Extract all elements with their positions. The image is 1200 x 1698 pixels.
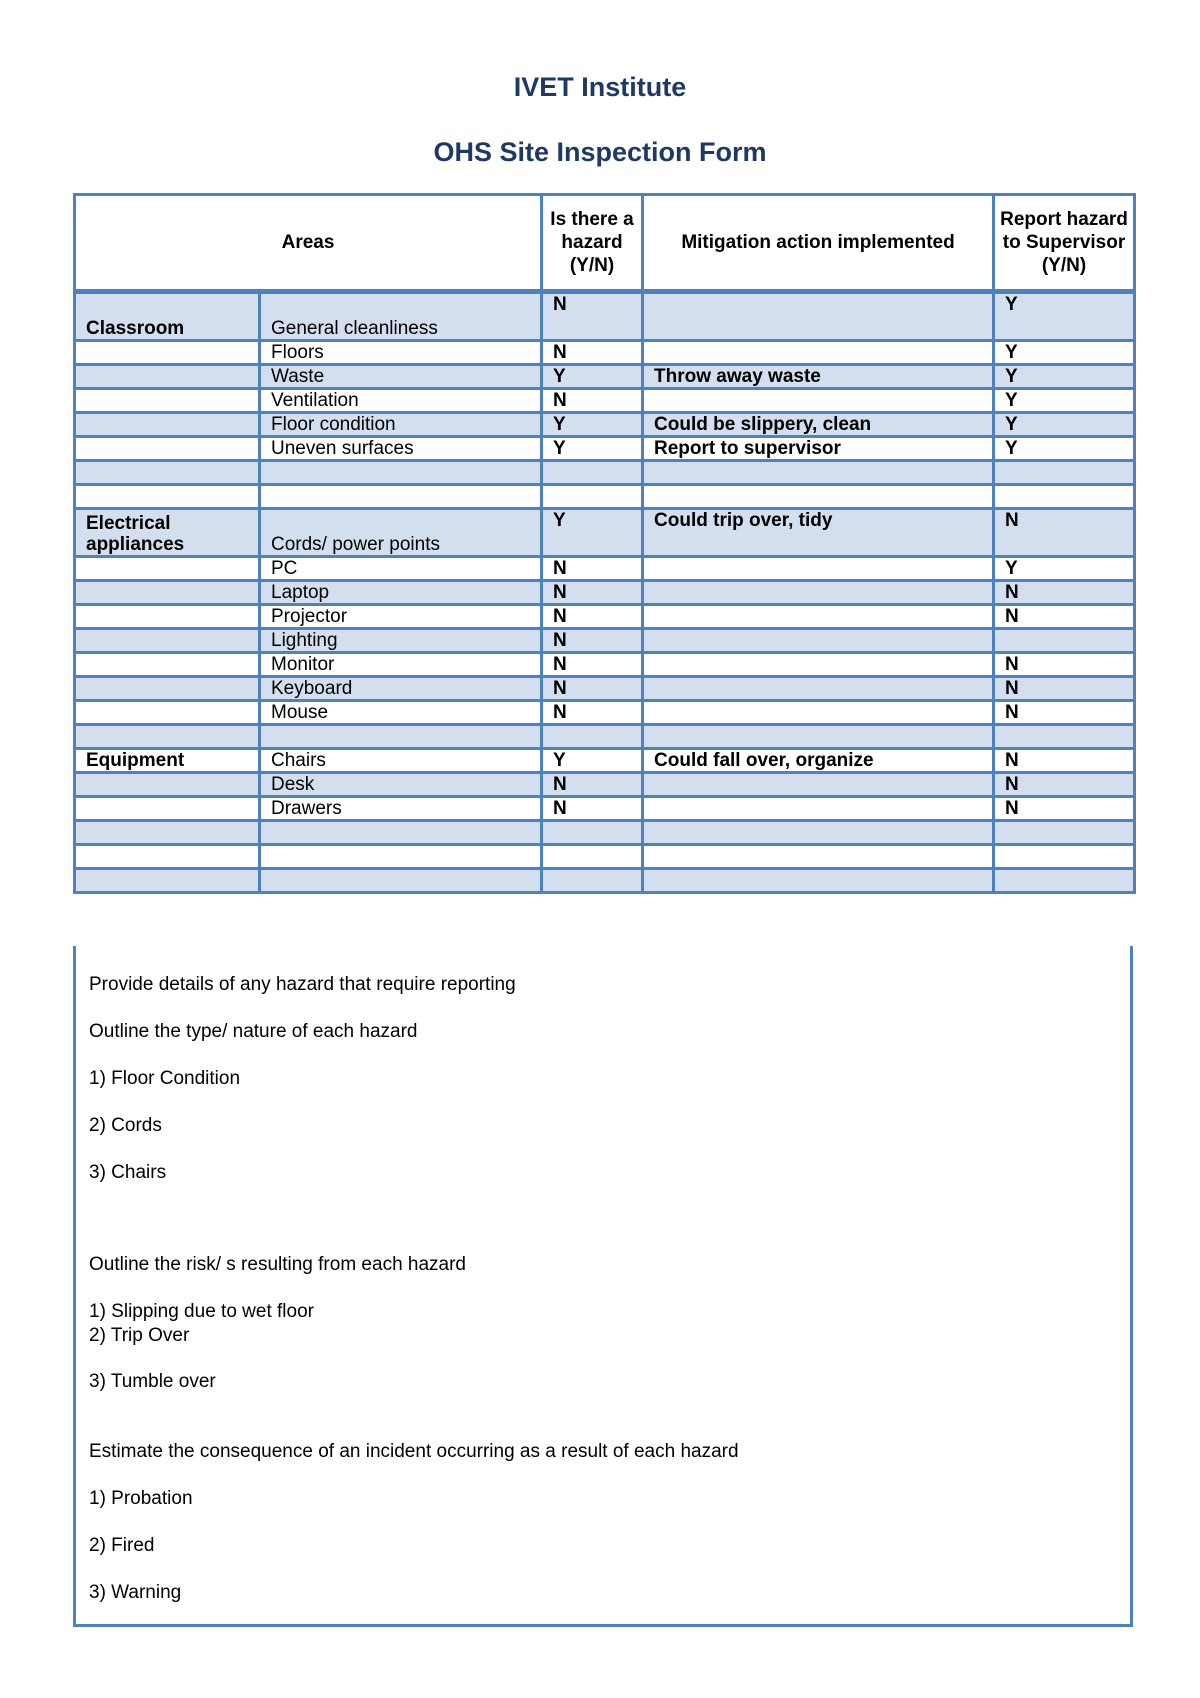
item-cell: Laptop — [260, 581, 542, 605]
hazard-cell — [542, 845, 643, 869]
hazard-cell: Y — [542, 749, 643, 773]
report-cell: Y — [994, 389, 1135, 413]
report-cell: N — [994, 701, 1135, 725]
item-cell: Projector — [260, 605, 542, 629]
area-cell — [75, 437, 260, 461]
table-row — [75, 653, 1135, 677]
report-cell: N — [994, 773, 1135, 797]
mitigation-cell: Report to supervisor — [643, 437, 994, 461]
area-cell — [75, 605, 260, 629]
report-cell — [994, 725, 1135, 749]
table-row — [75, 581, 1135, 605]
hazard-cell: N — [542, 773, 643, 797]
table-row — [75, 845, 1135, 869]
report-cell: N — [994, 797, 1135, 821]
report-cell — [994, 629, 1135, 653]
item-cell — [260, 461, 542, 485]
risk-heading: Outline the risk/ s resulting from each hazard — [89, 1254, 467, 1275]
column-header-hazard: Is there a hazard (Y/N) — [542, 195, 643, 292]
mitigation-cell — [643, 292, 994, 341]
hazard-type-item: 1) Floor Condition — [89, 1068, 241, 1089]
item-cell: Desk — [260, 773, 542, 797]
item-cell: Drawers — [260, 797, 542, 821]
mitigation-cell — [643, 581, 994, 605]
column-header-mitigation: Mitigation action implemented — [643, 195, 994, 292]
item-cell: Chairs — [260, 749, 542, 773]
area-cell — [75, 725, 260, 749]
report-cell: Y — [994, 292, 1135, 341]
hazard-cell: N — [542, 581, 643, 605]
table-row — [75, 725, 1135, 749]
table-row — [75, 797, 1135, 821]
area-cell — [75, 701, 260, 725]
hazard-cell: Y — [542, 437, 643, 461]
report-cell: N — [994, 749, 1135, 773]
area-cell — [75, 653, 260, 677]
hazard-details-section — [73, 946, 1133, 1627]
mitigation-cell — [643, 869, 994, 893]
report-cell: Y — [994, 557, 1135, 581]
report-cell — [994, 845, 1135, 869]
mitigation-cell — [643, 557, 994, 581]
table-row — [75, 773, 1135, 797]
table-row — [75, 292, 1135, 341]
area-cell — [75, 869, 260, 893]
inspection-table — [73, 193, 1136, 894]
item-cell: Floors — [260, 341, 542, 365]
hazard-cell: Y — [542, 413, 643, 437]
hazard-cell: N — [542, 389, 643, 413]
risk-item: 2) Trip Over — [89, 1325, 190, 1346]
hazard-cell: N — [542, 605, 643, 629]
area-cell — [75, 677, 260, 701]
item-cell: Uneven surfaces — [260, 437, 542, 461]
mitigation-cell — [643, 461, 994, 485]
table-row — [75, 437, 1135, 461]
risk-item: 3) Tumble over — [89, 1371, 216, 1392]
area-cell — [75, 821, 260, 845]
consequence-item: 1) Probation — [89, 1488, 193, 1509]
table-row — [75, 557, 1135, 581]
report-cell — [994, 485, 1135, 509]
hazard-cell: N — [542, 292, 643, 341]
mitigation-cell — [643, 389, 994, 413]
area-cell — [75, 413, 260, 437]
item-cell: Ventilation — [260, 389, 542, 413]
hazard-cell — [542, 485, 643, 509]
area-cell — [75, 845, 260, 869]
table-row — [75, 389, 1135, 413]
item-cell: Lighting — [260, 629, 542, 653]
report-cell: N — [994, 653, 1135, 677]
hazard-cell — [542, 869, 643, 893]
item-cell: Keyboard — [260, 677, 542, 701]
report-cell — [994, 869, 1135, 893]
hazard-cell — [542, 821, 643, 845]
mitigation-cell — [643, 797, 994, 821]
consequence-heading: Estimate the consequence of an incident occurring as a result of each hazard — [89, 1441, 739, 1462]
item-cell: Waste — [260, 365, 542, 389]
mitigation-cell: Could trip over, tidy — [643, 509, 994, 557]
area-cell — [75, 797, 260, 821]
mitigation-cell — [643, 341, 994, 365]
item-cell: Floor condition — [260, 413, 542, 437]
report-cell — [994, 461, 1135, 485]
area-cell — [75, 557, 260, 581]
hazard-type-item: 3) Chairs — [89, 1162, 167, 1183]
table-header-row — [75, 195, 1135, 292]
hazard-type-item: 2) Cords — [89, 1115, 162, 1136]
table-row — [75, 701, 1135, 725]
area-cell: Classroom — [75, 292, 260, 341]
hazard-cell: N — [542, 677, 643, 701]
table-row — [75, 821, 1135, 845]
table-row — [75, 485, 1135, 509]
item-cell: Mouse — [260, 701, 542, 725]
report-cell: N — [994, 605, 1135, 629]
mitigation-cell — [643, 701, 994, 725]
area-cell: Electrical appliances — [75, 509, 260, 557]
risk-item: 1) Slipping due to wet floor — [89, 1301, 314, 1322]
area-cell — [75, 629, 260, 653]
table-row — [75, 509, 1135, 557]
item-cell: Cords/ power points — [260, 509, 542, 557]
hazard-cell — [542, 725, 643, 749]
item-cell: PC — [260, 557, 542, 581]
area-cell — [75, 485, 260, 509]
hazard-cell: Y — [542, 365, 643, 389]
mitigation-cell — [643, 725, 994, 749]
mitigation-cell: Could be slippery, clean — [643, 413, 994, 437]
area-cell — [75, 341, 260, 365]
hazard-cell: N — [542, 557, 643, 581]
report-cell: N — [994, 509, 1135, 557]
mitigation-cell — [643, 677, 994, 701]
mitigation-cell: Throw away waste — [643, 365, 994, 389]
report-cell: Y — [994, 341, 1135, 365]
table-row — [75, 413, 1135, 437]
mitigation-cell — [643, 773, 994, 797]
table-row — [75, 461, 1135, 485]
report-cell: N — [994, 677, 1135, 701]
report-cell: N — [994, 581, 1135, 605]
hazard-cell: N — [542, 797, 643, 821]
mitigation-cell — [643, 485, 994, 509]
item-cell — [260, 725, 542, 749]
area-cell — [75, 389, 260, 413]
item-cell: General cleanliness — [260, 292, 542, 341]
type-heading: Outline the type/ nature of each hazard — [89, 1021, 418, 1042]
item-cell — [260, 869, 542, 893]
hazard-cell — [542, 461, 643, 485]
table-row — [75, 629, 1135, 653]
mitigation-cell — [643, 653, 994, 677]
table-row — [75, 869, 1135, 893]
table-row — [75, 341, 1135, 365]
area-cell — [75, 773, 260, 797]
mitigation-cell — [643, 605, 994, 629]
column-header-report: Report hazard to Supervisor (Y/N) — [994, 195, 1135, 292]
table-row — [75, 605, 1135, 629]
report-cell: Y — [994, 437, 1135, 461]
report-cell — [994, 821, 1135, 845]
area-cell: Equipment — [75, 749, 260, 773]
area-cell — [75, 461, 260, 485]
consequence-item: 3) Warning — [89, 1582, 182, 1603]
mitigation-cell — [643, 845, 994, 869]
area-cell — [75, 581, 260, 605]
mitigation-cell — [643, 629, 994, 653]
hazard-cell: N — [542, 653, 643, 677]
item-cell — [260, 845, 542, 869]
hazard-cell: N — [542, 701, 643, 725]
item-cell: Monitor — [260, 653, 542, 677]
institute-name: IVET Institute — [513, 72, 687, 102]
item-cell — [260, 485, 542, 509]
area-cell — [75, 365, 260, 389]
hazard-cell: Y — [542, 509, 643, 557]
provide-details-heading: Provide details of any hazard that require reporting — [89, 974, 516, 995]
report-cell: Y — [994, 413, 1135, 437]
table-row — [75, 365, 1135, 389]
form-title: OHS Site Inspection Form — [433, 137, 767, 167]
hazard-cell: N — [542, 629, 643, 653]
mitigation-cell: Could fall over, organize — [643, 749, 994, 773]
report-cell: Y — [994, 365, 1135, 389]
table-row — [75, 677, 1135, 701]
table-row — [75, 749, 1135, 773]
mitigation-cell — [643, 821, 994, 845]
hazard-cell: N — [542, 341, 643, 365]
column-header-areas: Areas — [75, 195, 542, 292]
item-cell — [260, 821, 542, 845]
consequence-item: 2) Fired — [89, 1535, 155, 1556]
